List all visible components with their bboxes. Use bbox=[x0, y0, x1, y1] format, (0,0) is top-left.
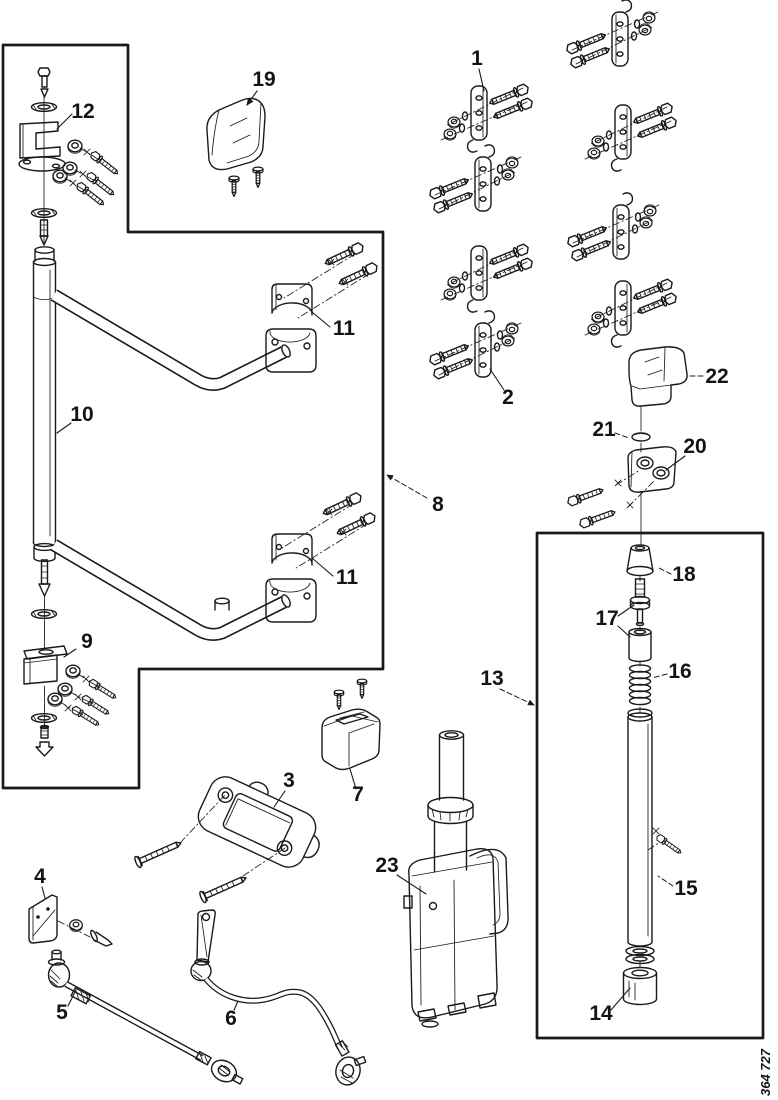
callout-16: 16 bbox=[668, 660, 692, 683]
callout-3: 3 bbox=[283, 769, 295, 792]
callout-12: 12 bbox=[71, 100, 95, 123]
upper-tube-and-clamp-11 bbox=[54, 241, 379, 384]
callout-5: 5 bbox=[56, 1001, 68, 1024]
part-10-column-tube bbox=[32, 247, 57, 648]
part-14-washers-and-cup bbox=[624, 947, 657, 1005]
callout-6: 6 bbox=[225, 1007, 237, 1030]
callout-4: 4 bbox=[34, 865, 46, 888]
callout-22: 22 bbox=[705, 365, 729, 388]
part-20-clamp-block bbox=[566, 447, 676, 529]
callout-20: 20 bbox=[683, 435, 707, 458]
callout-18: 18 bbox=[672, 563, 696, 586]
part-12-bracket-assembly bbox=[19, 68, 120, 245]
part-9-bracket-assembly bbox=[24, 646, 118, 756]
part-22-cap bbox=[629, 347, 687, 406]
callout-8: 8 bbox=[432, 493, 444, 516]
part-7-clamp-half bbox=[322, 679, 380, 769]
part-4-angle-bracket bbox=[29, 895, 112, 946]
part-18-cone-bushing bbox=[627, 545, 653, 576]
callout-labels bbox=[34, 47, 729, 1030]
part-3-mount-plate bbox=[193, 764, 333, 876]
part-3-screws bbox=[134, 795, 285, 903]
callout-7: 7 bbox=[352, 783, 364, 806]
center-axis-line bbox=[640, 407, 641, 967]
part-15-inner-tube bbox=[628, 709, 683, 946]
callout-2: 2 bbox=[502, 386, 514, 409]
callout-19: 19 bbox=[252, 68, 276, 91]
callout-10: 10 bbox=[70, 403, 94, 426]
callout-15: 15 bbox=[674, 877, 698, 900]
callout-13: 13 bbox=[480, 667, 504, 690]
part-19-cap bbox=[207, 98, 265, 196]
callout-11-lower: 11 bbox=[335, 566, 359, 589]
lower-tube-and-clamp-11 bbox=[54, 491, 377, 634]
part-16-spring bbox=[630, 665, 651, 705]
figure-code: 364 727 bbox=[758, 1049, 773, 1096]
part-23-actuator-motor bbox=[404, 731, 508, 1027]
callout-1: 1 bbox=[471, 47, 483, 70]
part-5-tie-rod bbox=[49, 950, 243, 1086]
callout-23: 23 bbox=[375, 854, 399, 877]
part-21-seal-washer bbox=[632, 433, 650, 441]
part-17-shaft-and-bushing bbox=[629, 579, 651, 662]
callout-14: 14 bbox=[589, 1002, 613, 1025]
pivot-bracket-assemblies bbox=[428, 0, 678, 380]
callout-17: 17 bbox=[595, 607, 619, 630]
callout-9: 9 bbox=[81, 630, 93, 653]
callout-leaders bbox=[42, 69, 703, 1010]
callout-11-upper: 11 bbox=[332, 317, 356, 340]
callout-21: 21 bbox=[592, 418, 616, 441]
